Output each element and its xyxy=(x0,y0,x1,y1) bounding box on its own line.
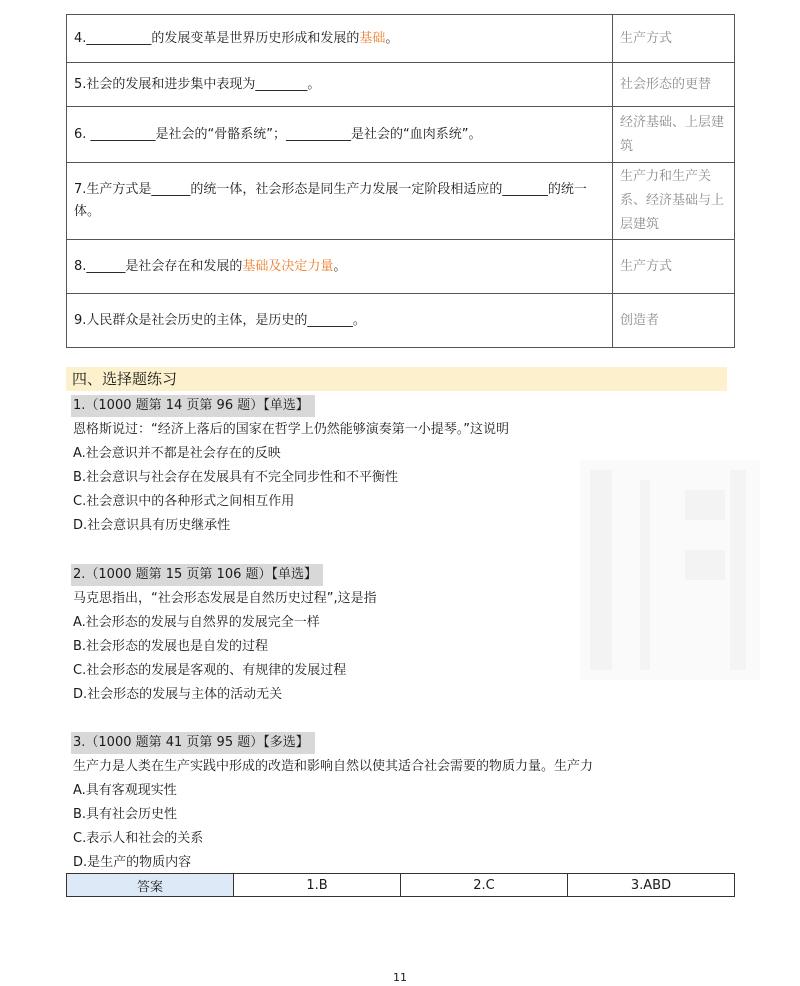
table-row xyxy=(67,874,735,897)
answer-value: 2.C xyxy=(401,874,568,897)
answer-cell: 创造者 xyxy=(613,294,735,348)
option-a: A.社会意识并不都是社会存在的反映 xyxy=(73,446,281,461)
answer-cell: 生产力和生产关系、经济基础与上层建筑 xyxy=(613,163,735,240)
option-d: D.社会形态的发展与主体的活动无关 xyxy=(73,687,283,702)
option-b: B.社会意识与社会存在发展具有不完全同步性和不平衡性 xyxy=(73,470,399,485)
question-cell: 8.______是社会存在和发展的基础及决定力量。 xyxy=(67,240,613,294)
answer-cell: 生产方式 xyxy=(613,240,735,294)
question-header: 2.（1000 题第 15 页第 106 题）【单选】 xyxy=(71,564,323,586)
answer-cell: 社会形态的更替 xyxy=(613,63,735,107)
option-b: B.社会形态的发展也是自发的过程 xyxy=(73,639,269,654)
question-cell: 5.社会的发展和进步集中表现为________。 xyxy=(67,63,613,107)
fill-blank-table xyxy=(66,14,735,348)
option-b: B.具有社会历史性 xyxy=(73,807,178,822)
question-stem: 生产力是人类在生产实践中形成的改造和影响自然以使其适合社会需要的物质力量。生产力 xyxy=(73,759,594,774)
question-cell: 6. __________是社会的“骨骼系统”；__________是社会的“血肉系统”。 xyxy=(67,107,613,163)
question-stem: 恩格斯说过：“经济上落后的国家在哲学上仍然能够演奏第一小提琴。”这说明 xyxy=(73,422,509,437)
section-title: 四、选择题练习 xyxy=(66,367,727,391)
answer-value: 3.ABD xyxy=(568,874,735,897)
table-row xyxy=(67,240,735,294)
option-d: D.是生产的物质内容 xyxy=(73,855,192,870)
option-c: C.表示人和社会的关系 xyxy=(73,831,204,846)
table-row xyxy=(67,15,735,63)
answer-cell: 经济基础、上层建筑 xyxy=(613,107,735,163)
option-d: D.社会意识具有历史继承性 xyxy=(73,518,231,533)
answer-table xyxy=(66,873,735,897)
option-c: C.社会形态的发展是客观的、有规律的发展过程 xyxy=(73,663,347,678)
answer-label: 答案 xyxy=(67,874,234,897)
question-header: 1.（1000 题第 14 页第 96 题）【单选】 xyxy=(71,395,315,417)
question-cell: 7.生产方式是______的统一体，社会形态是同生产力发展一定阶段相适应的_______的统一体。 xyxy=(67,163,613,240)
table-row xyxy=(67,107,735,163)
page-number: 11 xyxy=(393,971,407,984)
watermark-graphic xyxy=(580,450,760,690)
option-a: A.社会形态的发展与自然界的发展完全一样 xyxy=(73,615,320,630)
answer-cell: 生产方式 xyxy=(613,15,735,63)
highlight-text: 基础及决定力量 xyxy=(242,258,334,274)
question-stem: 马克思指出，“社会形态发展是自然历史过程”,这是指 xyxy=(73,591,377,606)
option-c: C.社会意识中的各种形式之间相互作用 xyxy=(73,494,295,509)
question-block-3 xyxy=(73,731,713,875)
table-row xyxy=(67,63,735,107)
table-row xyxy=(67,163,735,240)
option-a: A.具有客观现实性 xyxy=(73,783,177,798)
answer-value: 1.B xyxy=(234,874,401,897)
question-cell: 9.人民群众是社会历史的主体，是历史的_______。 xyxy=(67,294,613,348)
question-header: 3.（1000 题第 41 页第 95 题）【多选】 xyxy=(71,732,315,754)
question-cell: 4.__________的发展变革是世界历史形成和发展的基础。 xyxy=(67,15,613,63)
table-row xyxy=(67,294,735,348)
highlight-text: 基础 xyxy=(359,30,386,46)
